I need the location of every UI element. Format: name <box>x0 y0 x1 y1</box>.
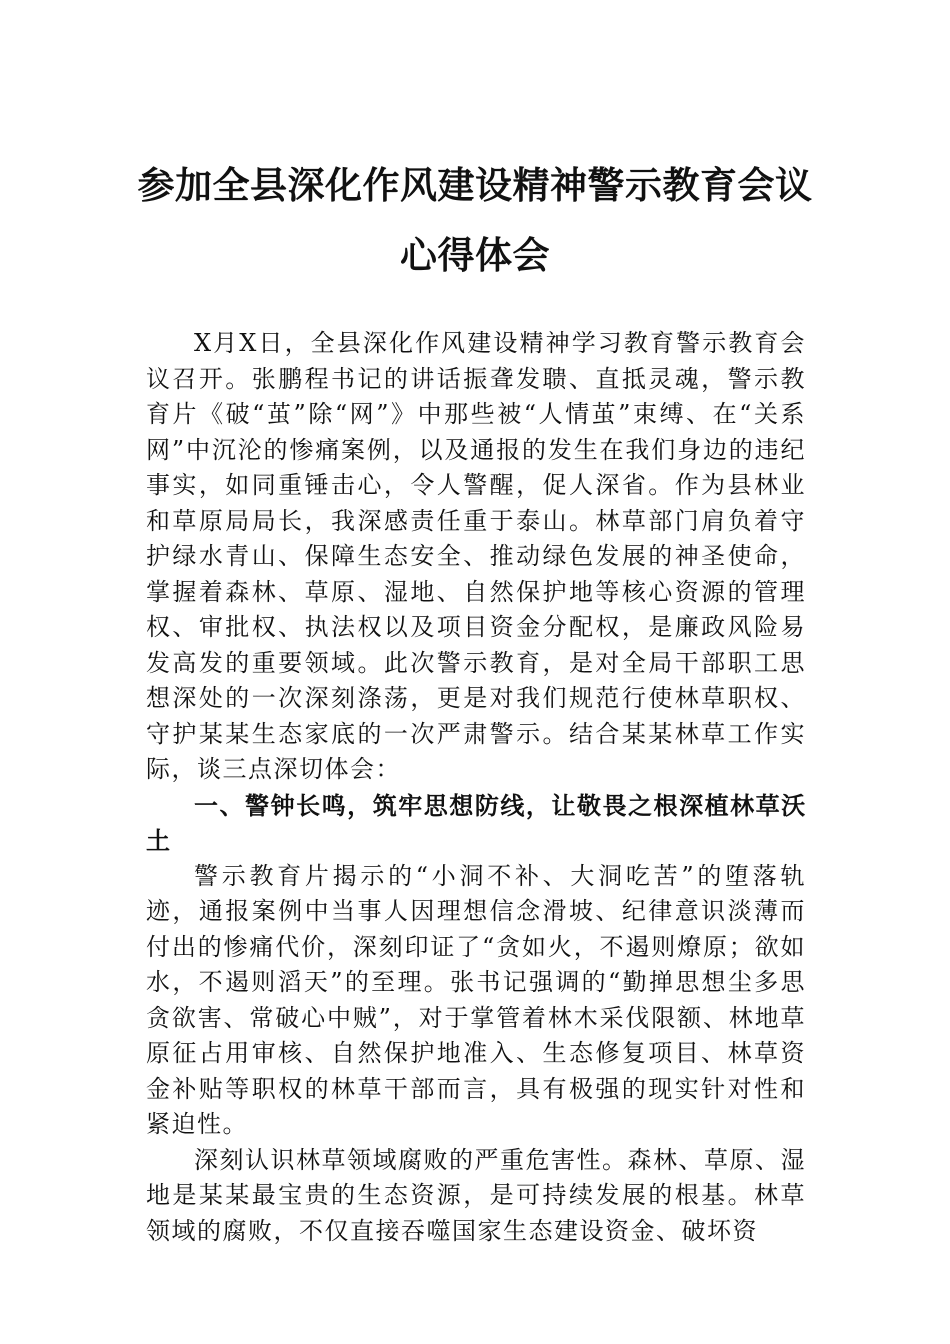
paragraph-warning-education: 警示教育片揭示的“小洞不补、大洞吃苦”的堕落轨迹，通报案例中当事人因理想信念滑坡、纪律意识淡薄而付出的惨痛代价，深刻印证了“贪如火，不遏则燎原；欲如水，不遏则滔天”的至理。张书记强调的“勤掸思想尘多思贪欲害、常破心中贼”，对于掌管着林木采伐限额、林地草原征占用审核、自然保护地准入、生态修复项目、林草资金补贴等职权的林草干部而言，具有极强的现实针对性和紧迫性。 <box>146 861 806 1138</box>
document-title-line-1: 参加全县深化作风建设精神警示教育会议 <box>137 163 813 207</box>
paragraph-intro: X月X日，全县深化作风建设精神学习教育警示教育会议召开。张鹏程书记的讲话振聋发聩、直抵灵魂，警示教育片《破“茧”除“网”》中那些被“人情茧”束缚、在“关系网”中沉沦的惨痛案例，以及通报的发生在我们身边的违纪事实，如同重锤击心，令人警醒，促人深省。作为县林业和草原局局长，我深感责任重于泰山。林草部门肩负着守护绿水青山、保障生态安全、推动绿色发展的神圣使命，掌握着森林、草原、湿地、自然保护地等核心资源的管理权、审批权、执法权以及项目资金分配权，是廉政风险易发高发的重要领域。此次警示教育，是对全局干部职工思想深处的一次深刻涤荡，更是对我们规范行使林草职权、守护某某生态家底的一次严肃警示。结合某某林草工作实际，谈三点深切体会： <box>146 329 806 783</box>
paragraph-corruption-harm: 深刻认识林草领域腐败的严重危害性。森林、草原、湿地是某某最宝贵的生态资源，是可持续发展的根基。林草领域的腐败，不仅直接吞噬国家生态建设资金、破坏资 <box>146 1145 806 1245</box>
section-heading-1: 一、警钟长鸣，筑牢思想防线，让敬畏之根深植林草沃土 <box>146 790 806 855</box>
document-title-line-2: 心得体会 <box>400 233 550 277</box>
document-body <box>146 326 806 1249</box>
